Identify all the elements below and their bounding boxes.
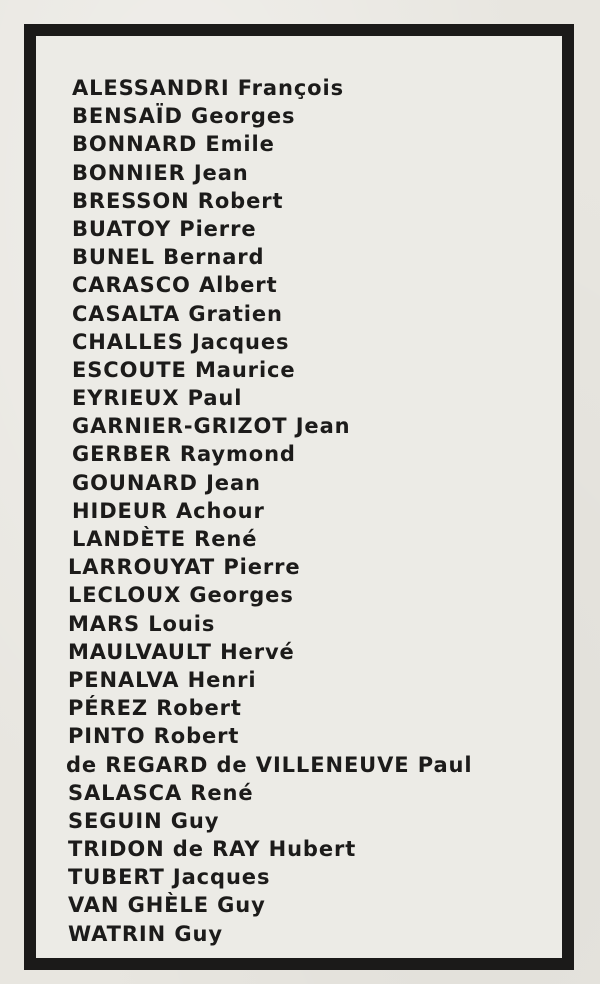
- list-item: BUNEL Bernard: [72, 245, 265, 270]
- list-item: BONNARD Emile: [72, 132, 275, 157]
- list-item: PÉREZ Robert: [68, 696, 242, 721]
- list-item: BUATOY Pierre: [72, 216, 257, 241]
- list-item: MAULVAULT Hervé: [68, 639, 295, 664]
- list-item: CASALTA Gratien: [72, 301, 283, 326]
- list-item: ALESSANDRI François: [72, 76, 344, 100]
- list-item: GERBER Raymond: [72, 442, 296, 467]
- list-item: LARROUYAT Pierre: [68, 555, 301, 580]
- list-item: VAN GHÈLE Guy: [68, 893, 266, 918]
- list-item: BRESSON Robert: [72, 188, 284, 213]
- list-item: ESCOUTE Maurice: [72, 357, 296, 382]
- list-item: SEGUIN Guy: [68, 808, 220, 833]
- list-item: GOUNARD Jean: [72, 470, 261, 495]
- list-item: TUBERT Jacques: [68, 865, 271, 890]
- list-item: GARNIER-GRIZOT Jean: [72, 414, 351, 439]
- list-item: MARS Louis: [68, 611, 216, 636]
- name-list: [36, 74, 562, 948]
- list-item: BENSAÏD Georges: [72, 104, 296, 129]
- list-item: LANDÈTE René: [72, 527, 258, 551]
- list-item: PINTO Robert: [68, 724, 240, 749]
- black-border-frame: [24, 24, 574, 970]
- list-item: SALASCA René: [68, 780, 254, 805]
- list-item: de REGARD de VILLENEUVE Paul: [66, 752, 473, 777]
- list-item: PENALVA Henri: [68, 667, 257, 692]
- list-item: TRIDON de RAY Hubert: [68, 837, 357, 862]
- list-item: HIDEUR Achour: [72, 498, 265, 523]
- list-item: CARASCO Albert: [72, 273, 278, 298]
- list-item: BONNIER Jean: [72, 160, 249, 185]
- list-item: WATRIN Guy: [68, 921, 223, 946]
- list-item: EYRIEUX Paul: [72, 386, 243, 411]
- list-item: LECLOUX Georges: [68, 583, 294, 608]
- list-item: CHALLES Jacques: [72, 329, 290, 354]
